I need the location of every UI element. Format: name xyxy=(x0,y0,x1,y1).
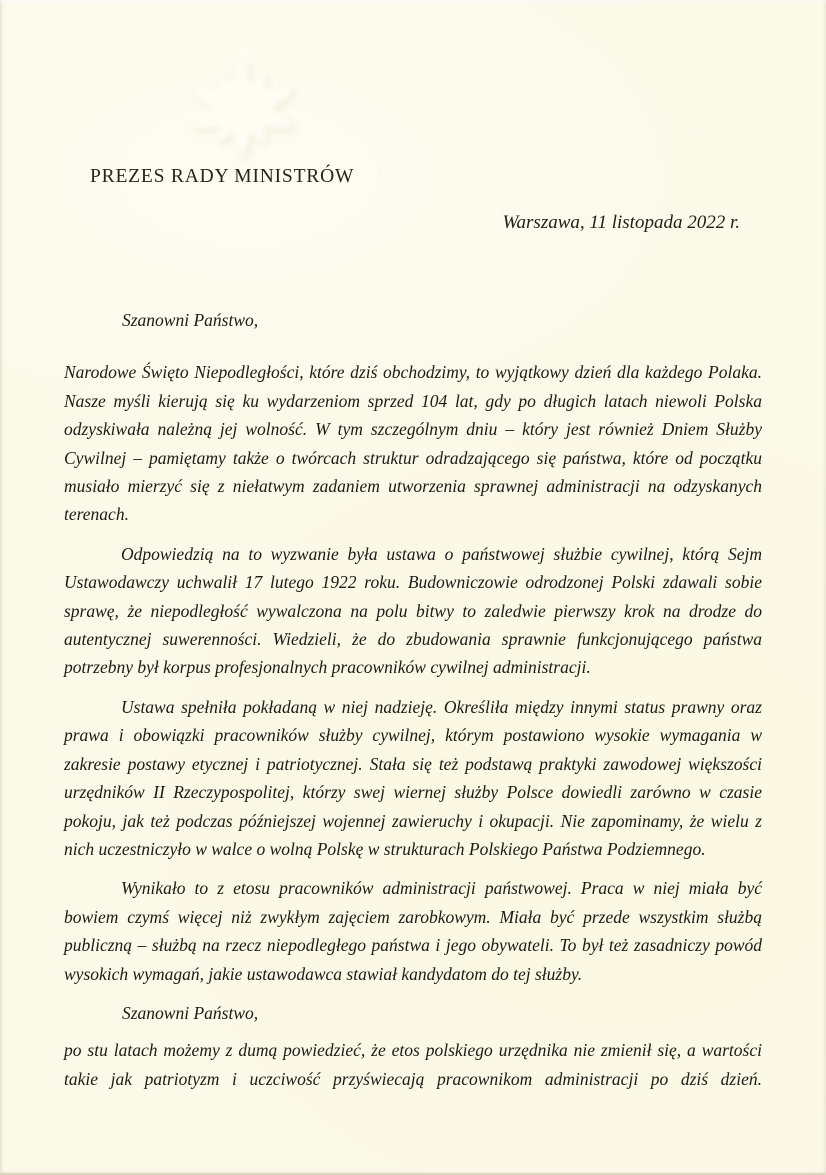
salutation-second: Szanowni Państwo, xyxy=(122,1002,259,1023)
sender-title: PREZES RADY MINISTRÓW xyxy=(90,166,355,187)
paragraph-civil-service-act-1922: Odpowiedzią na to wyzwanie była ustawa o państwowej służbie cywilnej, którą Sejm Ustawodawczy uchwalił 17 lutego 1922 roku. Budowniczowie odrodzonej Polski zdawali sobie sprawę, że niepodległość wywalczona na polu bitwy to zaledwie pierwszy krok na drodze do autentycznej suwerenności. Wiedzieli, że do zbudowania sprawnie funkcjonującego państwa potrzebny był korpus profesjonalnych pracowników cywilnej administracji. xyxy=(64,543,762,678)
paragraph-ethos-of-officials: Wynikało to z etosu pracowników administracji państwowej. Praca w niej miała być bowiem czymś więcej niż zwykłym zajęciem zarobkowym. Miała być przede wszystkim służbą publiczną – służbą na rzecz niepodległego państwa i jego obywateli. To był też zasadniczy powód wysokich wymagań, jakie ustawodawca stawiał kandydatom do tej służby. xyxy=(64,878,762,984)
closing-paragraph: po stu latach możemy z dumą powiedzieć, że etos polskiego urzędnika nie zmienił się, a wartości takie jak patriotyzm i uczciwość przyświecają pracownikom administracji po dziś dzień. xyxy=(64,1040,762,1089)
polish-eagle-emblem-watermark xyxy=(158,44,326,176)
paragraph-independence-day: Narodowe Święto Niepodległości, które dziś obchodzimy, to wyjątkowy dzień dla każdego Polaka. Nasze myśli kierują się ku wydarzeniom sprzed 104 lat, gdy po długich latach niewoli Polska odzyskiwała należną jej wolność. W tym szczególnym dniu – który jest również Dniem Służby Cywilnej – pamiętamy także o twórcach struktur odradzającego się państwa, które od początku musiało mierzyć się z niełatwym zadaniem utworzenia sprawnej administracji na odzyskanych terenach. xyxy=(64,362,762,525)
dateline: Warszawa, 11 listopada 2022 r. xyxy=(502,212,740,233)
salutation-opening: Szanowni Państwo, xyxy=(122,310,259,330)
letter-body xyxy=(64,306,762,1104)
paragraph-act-fulfilled-hopes: Ustawa spełniła pokładaną w niej nadzieję. Określiła między innymi status prawny oraz prawa i obowiązki pracowników służby cywilnej, którym postawiono wysokie wymagania w zakresie postawy etycznej i patriotycznej. Stała się też podstawą praktyki zawodowej większości urzędników II Rzeczypospolitej, którzy swej wiernej służby Polsce dowiedli zarówno w czasie pokoju, jak też podczas późniejszej wojennej zawieruchy i okupacji. Nie zapominamy, że wielu z nich uczestniczyło w walce o wolną Polskę w strukturach Polskiego Państwa Podziemnego. xyxy=(64,696,762,859)
